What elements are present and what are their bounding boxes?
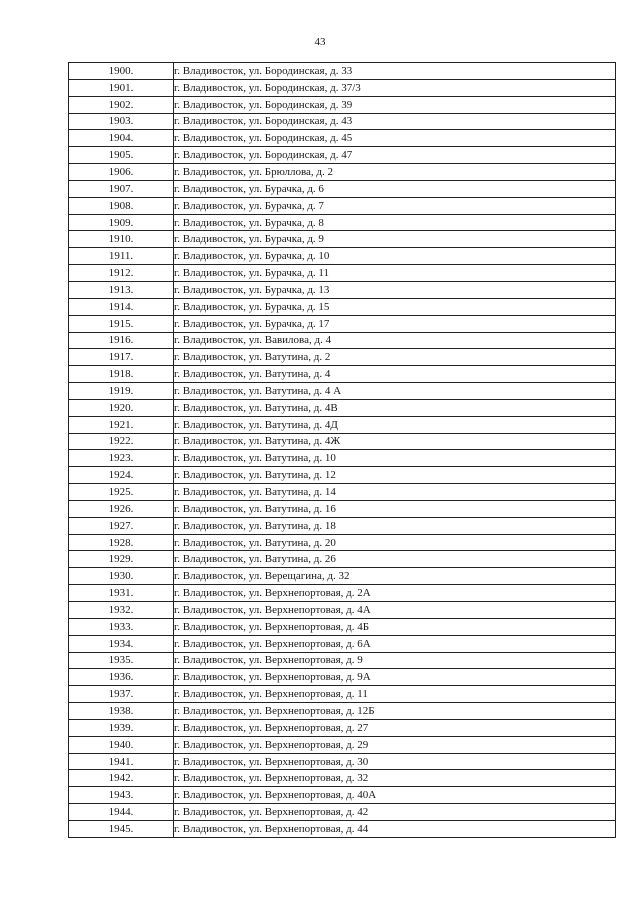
table-row — [69, 433, 616, 450]
row-number: 1915. — [69, 315, 174, 332]
row-address: г. Владивосток, ул. Ватутина, д. 4Ж — [174, 433, 616, 450]
table-row — [69, 366, 616, 383]
table-row — [69, 770, 616, 787]
table-row — [69, 147, 616, 164]
row-number: 1901. — [69, 79, 174, 96]
table-row — [69, 602, 616, 619]
row-address: г. Владивосток, ул. Бурачка, д. 6 — [174, 180, 616, 197]
row-number: 1935. — [69, 652, 174, 669]
row-number: 1938. — [69, 703, 174, 720]
table-row — [69, 517, 616, 534]
row-number: 1933. — [69, 618, 174, 635]
table-row — [69, 265, 616, 282]
row-address: г. Владивосток, ул. Верхнепортовая, д. 2А — [174, 585, 616, 602]
row-address: г. Владивосток, ул. Бородинская, д. 33 — [174, 63, 616, 80]
table-row — [69, 383, 616, 400]
row-number: 1904. — [69, 130, 174, 147]
row-address: г. Владивосток, ул. Верхнепортовая, д. 12Б — [174, 703, 616, 720]
row-address: г. Владивосток, ул. Ватутина, д. 18 — [174, 517, 616, 534]
table-row — [69, 820, 616, 837]
table-row — [69, 719, 616, 736]
row-address: г. Владивосток, ул. Ватутина, д. 12 — [174, 467, 616, 484]
table-row — [69, 635, 616, 652]
row-address: г. Владивосток, ул. Бородинская, д. 37/3 — [174, 79, 616, 96]
row-number: 1932. — [69, 602, 174, 619]
row-number: 1936. — [69, 669, 174, 686]
row-address: г. Владивосток, ул. Ватутина, д. 4Д — [174, 416, 616, 433]
row-number: 1903. — [69, 113, 174, 130]
row-address: г. Владивосток, ул. Бурачка, д. 7 — [174, 197, 616, 214]
table-row — [69, 231, 616, 248]
table-row — [69, 484, 616, 501]
row-address: г. Владивосток, ул. Верещагина, д. 32 — [174, 568, 616, 585]
row-number: 1931. — [69, 585, 174, 602]
row-number: 1939. — [69, 719, 174, 736]
table-row — [69, 197, 616, 214]
address-table-body — [69, 63, 616, 838]
row-number: 1902. — [69, 96, 174, 113]
row-number: 1926. — [69, 500, 174, 517]
table-row — [69, 281, 616, 298]
table-row — [69, 164, 616, 181]
table-row — [69, 113, 616, 130]
row-number: 1934. — [69, 635, 174, 652]
row-address: г. Владивосток, ул. Бурачка, д. 17 — [174, 315, 616, 332]
table-row — [69, 214, 616, 231]
row-address: г. Владивосток, ул. Бурачка, д. 13 — [174, 281, 616, 298]
table-row — [69, 551, 616, 568]
row-number: 1930. — [69, 568, 174, 585]
table-row — [69, 349, 616, 366]
row-number: 1941. — [69, 753, 174, 770]
table-row — [69, 315, 616, 332]
table-row — [69, 130, 616, 147]
table-row — [69, 753, 616, 770]
row-address: г. Владивосток, ул. Ватутина, д. 4 А — [174, 383, 616, 400]
table-row — [69, 787, 616, 804]
table-row — [69, 79, 616, 96]
row-number: 1917. — [69, 349, 174, 366]
table-row — [69, 416, 616, 433]
row-number: 1944. — [69, 804, 174, 821]
table-row — [69, 467, 616, 484]
table-row — [69, 180, 616, 197]
row-address: г. Владивосток, ул. Ватутина, д. 26 — [174, 551, 616, 568]
row-address: г. Владивосток, ул. Бородинская, д. 45 — [174, 130, 616, 147]
row-address: г. Владивосток, ул. Верхнепортовая, д. 30 — [174, 753, 616, 770]
table-row — [69, 804, 616, 821]
row-address: г. Владивосток, ул. Ватутина, д. 20 — [174, 534, 616, 551]
row-number: 1907. — [69, 180, 174, 197]
row-address: г. Владивосток, ул. Верхнепортовая, д. 40А — [174, 787, 616, 804]
row-address: г. Владивосток, ул. Бурачка, д. 11 — [174, 265, 616, 282]
row-number: 1927. — [69, 517, 174, 534]
row-number: 1922. — [69, 433, 174, 450]
table-row — [69, 568, 616, 585]
row-number: 1919. — [69, 383, 174, 400]
row-number: 1905. — [69, 147, 174, 164]
table-row — [69, 686, 616, 703]
row-address: г. Владивосток, ул. Верхнепортовая, д. 9А — [174, 669, 616, 686]
table-row — [69, 534, 616, 551]
row-number: 1910. — [69, 231, 174, 248]
row-address: г. Владивосток, ул. Верхнепортовая, д. 42 — [174, 804, 616, 821]
table-row — [69, 652, 616, 669]
row-address: г. Владивосток, ул. Верхнепортовая, д. 4А — [174, 602, 616, 619]
row-number: 1940. — [69, 736, 174, 753]
row-number: 1925. — [69, 484, 174, 501]
row-address: г. Владивосток, ул. Верхнепортовая, д. 9 — [174, 652, 616, 669]
row-address: г. Владивосток, ул. Ватутина, д. 4 — [174, 366, 616, 383]
table-row — [69, 736, 616, 753]
row-number: 1924. — [69, 467, 174, 484]
row-number: 1916. — [69, 332, 174, 349]
row-address: г. Владивосток, ул. Верхнепортовая, д. 11 — [174, 686, 616, 703]
table-row — [69, 248, 616, 265]
row-address: г. Владивосток, ул. Верхнепортовая, д. 44 — [174, 820, 616, 837]
table-row — [69, 63, 616, 80]
table-row — [69, 703, 616, 720]
row-address: г. Владивосток, ул. Ватутина, д. 14 — [174, 484, 616, 501]
table-row — [69, 96, 616, 113]
row-address: г. Владивосток, ул. Бурачка, д. 9 — [174, 231, 616, 248]
table-row — [69, 618, 616, 635]
row-address: г. Владивосток, ул. Верхнепортовая, д. 29 — [174, 736, 616, 753]
row-number: 1911. — [69, 248, 174, 265]
row-address: г. Владивосток, ул. Бурачка, д. 10 — [174, 248, 616, 265]
page-number: 43 — [314, 36, 326, 48]
row-number: 1921. — [69, 416, 174, 433]
row-address: г. Владивосток, ул. Верхнепортовая, д. 32 — [174, 770, 616, 787]
row-address: г. Владивосток, ул. Ватутина, д. 4В — [174, 399, 616, 416]
row-number: 1906. — [69, 164, 174, 181]
table-row — [69, 332, 616, 349]
row-address: г. Владивосток, ул. Верхнепортовая, д. 6А — [174, 635, 616, 652]
row-number: 1900. — [69, 63, 174, 80]
table-row — [69, 399, 616, 416]
row-address: г. Владивосток, ул. Бурачка, д. 8 — [174, 214, 616, 231]
row-address: г. Владивосток, ул. Бородинская, д. 43 — [174, 113, 616, 130]
row-address: г. Владивосток, ул. Ватутина, д. 16 — [174, 500, 616, 517]
row-number: 1929. — [69, 551, 174, 568]
row-address: г. Владивосток, ул. Бородинская, д. 39 — [174, 96, 616, 113]
row-address: г. Владивосток, ул. Ватутина, д. 2 — [174, 349, 616, 366]
row-number: 1942. — [69, 770, 174, 787]
row-number: 1937. — [69, 686, 174, 703]
row-address: г. Владивосток, ул. Брюллова, д. 2 — [174, 164, 616, 181]
row-number: 1912. — [69, 265, 174, 282]
row-number: 1928. — [69, 534, 174, 551]
table-row — [69, 500, 616, 517]
table-row — [69, 298, 616, 315]
row-number: 1918. — [69, 366, 174, 383]
row-address: г. Владивосток, ул. Ватутина, д. 10 — [174, 450, 616, 467]
row-address: г. Владивосток, ул. Бородинская, д. 47 — [174, 147, 616, 164]
row-address: г. Владивосток, ул. Верхнепортовая, д. 27 — [174, 719, 616, 736]
row-number: 1943. — [69, 787, 174, 804]
row-address: г. Владивосток, ул. Бурачка, д. 15 — [174, 298, 616, 315]
row-number: 1945. — [69, 820, 174, 837]
row-address: г. Владивосток, ул. Вавилова, д. 4 — [174, 332, 616, 349]
table-row — [69, 585, 616, 602]
table-row — [69, 669, 616, 686]
table-row — [69, 450, 616, 467]
row-number: 1913. — [69, 281, 174, 298]
row-number: 1914. — [69, 298, 174, 315]
row-number: 1920. — [69, 399, 174, 416]
row-number: 1909. — [69, 214, 174, 231]
row-number: 1908. — [69, 197, 174, 214]
address-table — [68, 62, 616, 838]
row-address: г. Владивосток, ул. Верхнепортовая, д. 4Б — [174, 618, 616, 635]
row-number: 1923. — [69, 450, 174, 467]
